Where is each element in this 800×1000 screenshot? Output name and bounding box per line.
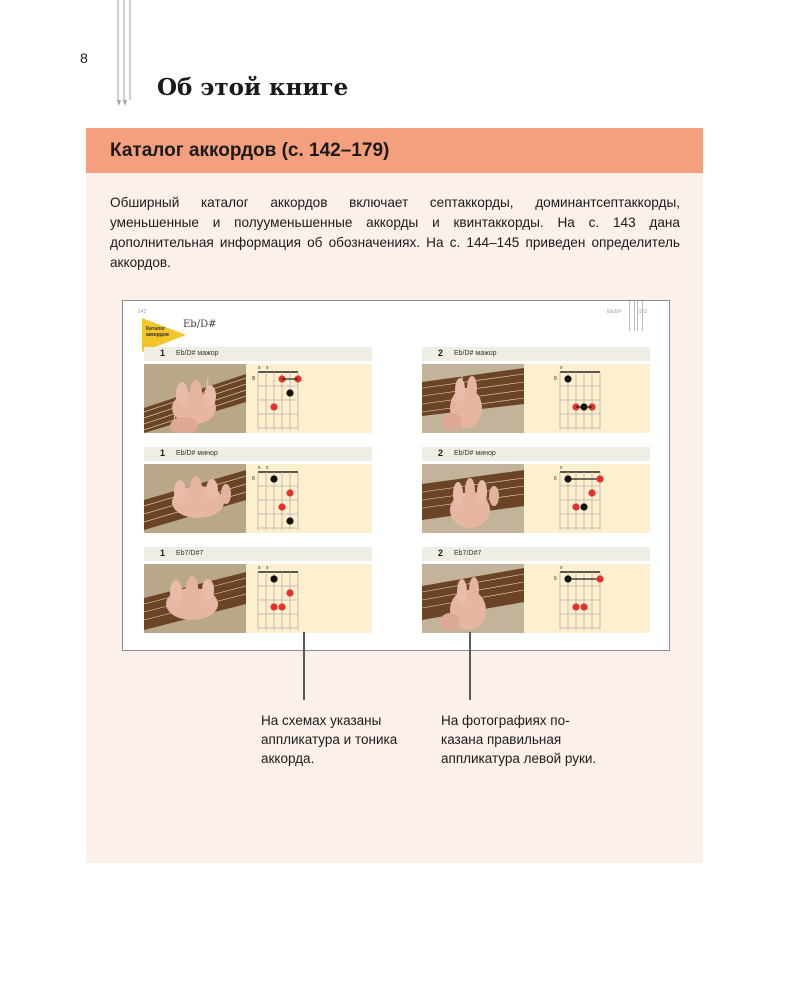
svg-text:8: 8	[554, 376, 557, 382]
chord-cell	[144, 547, 372, 633]
hand-photo	[144, 364, 246, 433]
chord-diagram	[246, 364, 372, 433]
chord-cell-bar	[144, 347, 372, 361]
spread-rule	[637, 301, 643, 331]
hand-photo	[144, 464, 246, 533]
page-number: 8	[80, 50, 88, 66]
svg-text:8: 8	[252, 476, 255, 482]
chord-name: Eb/D# минор	[176, 450, 218, 457]
info-panel	[86, 128, 703, 863]
chord-cell-bar	[144, 447, 372, 461]
chord-cell-bar	[144, 547, 372, 561]
svg-text:x: x	[266, 465, 269, 471]
svg-text:8: 8	[252, 376, 256, 382]
svg-text:x: x	[258, 465, 261, 471]
spread-rule	[629, 301, 635, 331]
svg-text:x: x	[266, 565, 269, 571]
chord-cell-bar	[422, 447, 650, 461]
chord-name: Eb7/D#7	[454, 550, 482, 557]
chord-variant-number: 2	[438, 448, 444, 458]
catalog-spread-thumbnail	[122, 300, 670, 651]
hand-photo	[422, 364, 524, 433]
svg-text:x: x	[560, 365, 563, 371]
section-body: Обширный каталог аккордов включает септаккорды, доминантсептаккорды, уменьшенные и полууменьшенные аккорды и квинтаккорды. На с. 143 дана дополнительная информация об обозначениях. На с. 144–145 приведен определитель аккордов.	[110, 195, 680, 270]
chord-diagram	[246, 564, 372, 633]
chord-name: Eb/D# минор	[454, 450, 496, 457]
chord-variant-number: 1	[160, 348, 166, 358]
section-header: Каталог аккордов (с. 142–179)	[86, 128, 703, 173]
spread-right-page-number: 153	[638, 309, 647, 315]
hand-photo	[422, 564, 524, 633]
section-tab-label: Каталог аккордов	[146, 326, 170, 338]
chord-name: Eb7/D#7	[176, 550, 204, 557]
chord-name: Eb/D# мажор	[176, 350, 219, 357]
chord-variant-number: 2	[438, 548, 444, 558]
chord-cell	[422, 447, 650, 533]
chord-cell-bar	[422, 347, 650, 361]
page-title: Об этой книге	[157, 74, 349, 101]
callout-diagrams: На схемах указаны аппликатура и тоника аккорда.	[261, 713, 398, 766]
svg-text:x: x	[266, 365, 269, 371]
chord-name: Eb/D# мажор	[454, 350, 497, 357]
chord-cell	[422, 547, 650, 633]
chord-cell	[422, 347, 650, 433]
svg-text:6: 6	[554, 576, 557, 582]
callout-line-diagrams	[303, 632, 305, 700]
chord-diagram	[246, 464, 372, 533]
callout-photos: На фотографиях показана правильная аппликатура левой руки.	[441, 713, 597, 766]
chord-cell	[144, 447, 372, 533]
chord-variant-number: 1	[160, 548, 166, 558]
svg-text:6: 6	[554, 476, 557, 482]
hand-photo	[422, 464, 524, 533]
svg-text:x: x	[560, 565, 563, 571]
chord-heading: Eb/D#	[183, 319, 217, 330]
callout-line-photos	[469, 632, 471, 700]
chord-diagram	[524, 364, 650, 433]
chord-variant-number: 1	[160, 448, 166, 458]
chord-diagram	[524, 564, 650, 633]
svg-text:x: x	[258, 365, 261, 371]
chord-diagram	[524, 464, 650, 533]
chord-variant-number: 2	[438, 348, 444, 358]
top-decorative-rules	[117, 0, 131, 106]
chord-cell-bar	[422, 547, 650, 561]
chord-cell	[144, 347, 372, 433]
svg-text:x: x	[258, 565, 261, 571]
spread-left-page-number: 142	[138, 309, 147, 315]
hand-photo	[144, 564, 246, 633]
svg-text:x: x	[560, 465, 563, 471]
spread-right-section: Eb/D#	[607, 309, 621, 315]
